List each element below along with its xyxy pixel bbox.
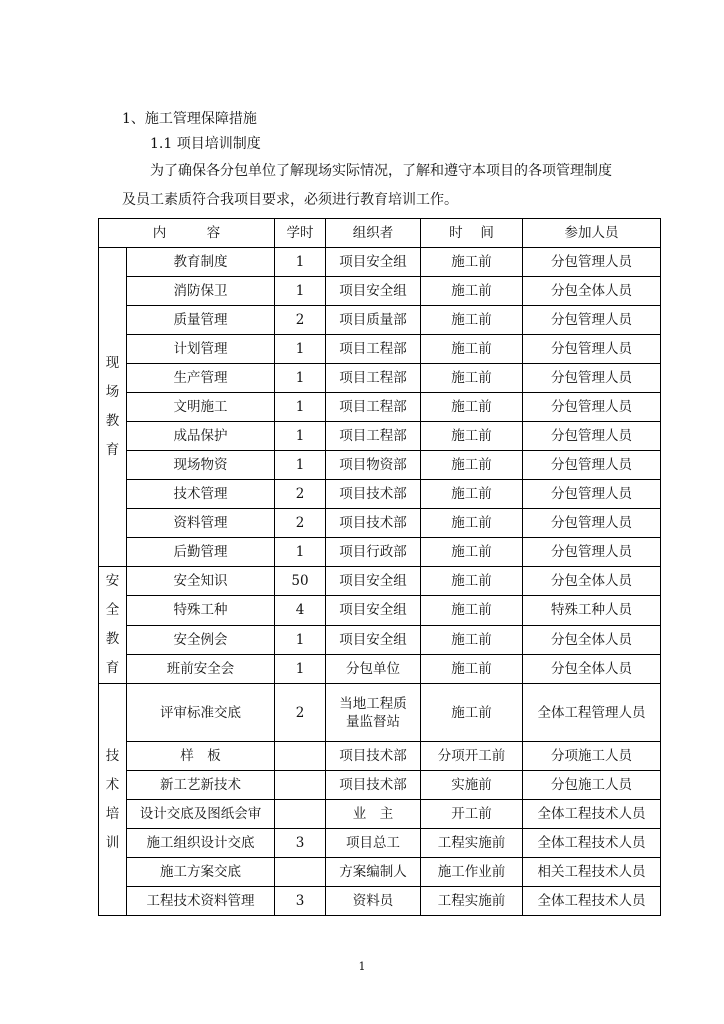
cell-time: 施工前 xyxy=(421,393,523,422)
cell-participants: 分包施工人员 xyxy=(523,771,661,800)
cell-time: 施工前 xyxy=(421,625,523,654)
table-row xyxy=(99,625,661,654)
cell-content: 现场物资 xyxy=(127,451,275,480)
table-row xyxy=(99,684,661,742)
cell-time: 施工前 xyxy=(421,364,523,393)
paragraph-line-1: 为了确保各分包单位了解现场实际情况，了解和遵守本项目的各项管理制度 xyxy=(150,163,612,179)
cell-content: 工程技术资料管理 xyxy=(127,887,275,916)
cell-hours: 1 xyxy=(275,335,326,364)
cell-hours: 2 xyxy=(275,480,326,509)
group-label-char: 教 xyxy=(105,413,120,429)
cell-time: 开工前 xyxy=(421,800,523,829)
cell-hours xyxy=(275,800,326,829)
cell-time: 施工前 xyxy=(421,538,523,567)
cell-content: 安全知识 xyxy=(127,567,275,596)
header-content: 内 容 xyxy=(99,219,275,248)
subsection-heading: 1.1 项目培训制度 xyxy=(150,136,261,152)
cell-content: 教育制度 xyxy=(127,248,275,277)
cell-content: 成品保护 xyxy=(127,422,275,451)
table-row xyxy=(99,509,661,538)
cell-content: 新工艺新技术 xyxy=(127,771,275,800)
table-row xyxy=(99,567,661,596)
cell-hours: 1 xyxy=(275,422,326,451)
table-body xyxy=(99,248,661,916)
cell-participants: 分包全体人员 xyxy=(523,567,661,596)
table-row xyxy=(99,364,661,393)
cell-participants: 全体工程技术人员 xyxy=(523,800,661,829)
group-label-char: 训 xyxy=(105,834,120,851)
group-label-char: 全 xyxy=(105,602,120,618)
cell-organizer: 项目安全组 xyxy=(326,596,421,625)
cell-hours: 3 xyxy=(275,829,326,858)
table-row xyxy=(99,335,661,364)
group-label-char: 术 xyxy=(105,776,120,793)
cell-participants: 分包管理人员 xyxy=(523,364,661,393)
cell-participants: 全体工程管理人员 xyxy=(523,684,661,742)
cell-organizer: 项目技术部 xyxy=(326,771,421,800)
table-row xyxy=(99,596,661,625)
cell-time: 施工作业前 xyxy=(421,858,523,887)
group-label-char: 培 xyxy=(105,805,120,822)
cell-hours: 1 xyxy=(275,364,326,393)
cell-organizer: 项目行政部 xyxy=(326,538,421,567)
cell-organizer: 项目安全组 xyxy=(326,567,421,596)
cell-hours: 1 xyxy=(275,451,326,480)
group-label xyxy=(99,248,127,567)
intro-paragraph xyxy=(122,157,662,215)
table-row xyxy=(99,858,661,887)
group-label-char: 教 xyxy=(105,631,120,647)
cell-organizer: 项目安全组 xyxy=(326,625,421,654)
cell-organizer: 项目工程部 xyxy=(326,393,421,422)
cell-content: 班前安全会 xyxy=(127,654,275,683)
cell-content: 安全例会 xyxy=(127,625,275,654)
cell-hours: 1 xyxy=(275,625,326,654)
cell-hours: 4 xyxy=(275,596,326,625)
cell-participants: 分包管理人员 xyxy=(523,335,661,364)
table-row xyxy=(99,829,661,858)
cell-participants: 分包全体人员 xyxy=(523,277,661,306)
cell-organizer: 项目物资部 xyxy=(326,451,421,480)
cell-participants: 全体工程技术人员 xyxy=(523,829,661,858)
table-row xyxy=(99,654,661,683)
cell-time: 施工前 xyxy=(421,654,523,683)
table-row xyxy=(99,306,661,335)
cell-time: 施工前 xyxy=(421,422,523,451)
table-row xyxy=(99,451,661,480)
cell-hours xyxy=(275,858,326,887)
cell-time: 施工前 xyxy=(421,567,523,596)
cell-participants: 分包管理人员 xyxy=(523,509,661,538)
cell-participants: 全体工程技术人员 xyxy=(523,887,661,916)
cell-content: 资料管理 xyxy=(127,509,275,538)
cell-content: 后勤管理 xyxy=(127,538,275,567)
table-row xyxy=(99,538,661,567)
cell-organizer: 分包单位 xyxy=(326,654,421,683)
cell-organizer: 项目安全组 xyxy=(326,277,421,306)
cell-organizer: 方案编制人 xyxy=(326,858,421,887)
header-participants: 参加人员 xyxy=(523,219,661,248)
cell-time: 施工前 xyxy=(421,509,523,538)
cell-participants: 分包管理人员 xyxy=(523,451,661,480)
cell-participants: 分包管理人员 xyxy=(523,248,661,277)
cell-content: 质量管理 xyxy=(127,306,275,335)
cell-time: 施工前 xyxy=(421,480,523,509)
cell-time: 工程实施前 xyxy=(421,887,523,916)
cell-participants: 分包管理人员 xyxy=(523,422,661,451)
cell-time: 施工前 xyxy=(421,684,523,742)
table-row xyxy=(99,480,661,509)
table-row xyxy=(99,422,661,451)
paragraph-line-2: 及员工素质符合我项目要求，必须进行教育培训工作。 xyxy=(122,192,458,208)
cell-hours: 1 xyxy=(275,277,326,306)
cell-organizer: 资料员 xyxy=(326,887,421,916)
cell-time: 施工前 xyxy=(421,596,523,625)
table-row xyxy=(99,742,661,771)
page-number: 1 xyxy=(358,960,366,973)
cell-content: 施工组织设计交底 xyxy=(127,829,275,858)
cell-content: 设计交底及图纸会审 xyxy=(127,800,275,829)
cell-hours: 2 xyxy=(275,509,326,538)
group-label-char: 育 xyxy=(105,442,120,458)
group-label-char: 育 xyxy=(105,660,120,676)
cell-participants: 分项施工人员 xyxy=(523,742,661,771)
table-header-row xyxy=(99,219,661,248)
table-row xyxy=(99,393,661,422)
section-heading: 1、施工管理保障措施 xyxy=(122,111,257,127)
cell-participants: 分包管理人员 xyxy=(523,480,661,509)
cell-organizer: 项目质量部 xyxy=(326,306,421,335)
cell-time: 施工前 xyxy=(421,248,523,277)
cell-time: 施工前 xyxy=(421,451,523,480)
cell-organizer: 当地工程质量监督站 xyxy=(326,684,421,742)
group-label-char: 场 xyxy=(105,384,120,400)
cell-time: 施工前 xyxy=(421,335,523,364)
cell-content: 技术管理 xyxy=(127,480,275,509)
cell-participants: 分包管理人员 xyxy=(523,306,661,335)
cell-time: 施工前 xyxy=(421,306,523,335)
group-label-char: 技 xyxy=(105,747,120,764)
cell-content: 评审标准交底 xyxy=(127,684,275,742)
cell-time: 实施前 xyxy=(421,771,523,800)
cell-hours: 50 xyxy=(275,567,326,596)
group-label xyxy=(99,567,127,684)
cell-participants: 分包管理人员 xyxy=(523,393,661,422)
cell-participants: 分包管理人员 xyxy=(523,538,661,567)
cell-time: 分项开工前 xyxy=(421,742,523,771)
cell-participants: 特殊工种人员 xyxy=(523,596,661,625)
cell-time: 施工前 xyxy=(421,277,523,306)
table-row xyxy=(99,887,661,916)
group-label xyxy=(99,684,127,916)
table-row xyxy=(99,248,661,277)
cell-organizer: 项目总工 xyxy=(326,829,421,858)
cell-organizer: 项目技术部 xyxy=(326,742,421,771)
cell-hours: 3 xyxy=(275,887,326,916)
cell-participants: 分包全体人员 xyxy=(523,625,661,654)
cell-content: 特殊工种 xyxy=(127,596,275,625)
cell-organizer: 项目技术部 xyxy=(326,480,421,509)
cell-participants: 分包全体人员 xyxy=(523,654,661,683)
header-time: 时 间 xyxy=(421,219,523,248)
header-hours: 学时 xyxy=(275,219,326,248)
cell-content: 施工方案交底 xyxy=(127,858,275,887)
cell-hours xyxy=(275,771,326,800)
cell-content: 样 板 xyxy=(127,742,275,771)
cell-organizer: 业 主 xyxy=(326,800,421,829)
group-label-char: 安 xyxy=(105,573,120,589)
cell-organizer: 项目工程部 xyxy=(326,335,421,364)
cell-organizer: 项目技术部 xyxy=(326,509,421,538)
cell-time: 工程实施前 xyxy=(421,829,523,858)
training-table xyxy=(98,218,661,916)
cell-hours: 1 xyxy=(275,248,326,277)
cell-organizer: 项目安全组 xyxy=(326,248,421,277)
table-row xyxy=(99,771,661,800)
cell-organizer: 项目工程部 xyxy=(326,364,421,393)
cell-hours: 2 xyxy=(275,306,326,335)
cell-hours xyxy=(275,742,326,771)
cell-hours: 1 xyxy=(275,393,326,422)
group-label-char: 现 xyxy=(105,355,120,371)
cell-content: 计划管理 xyxy=(127,335,275,364)
cell-hours: 1 xyxy=(275,654,326,683)
table-row xyxy=(99,800,661,829)
cell-organizer: 项目工程部 xyxy=(326,422,421,451)
cell-content: 消防保卫 xyxy=(127,277,275,306)
cell-content: 生产管理 xyxy=(127,364,275,393)
cell-participants: 相关工程技术人员 xyxy=(523,858,661,887)
table-row xyxy=(99,277,661,306)
header-organizer: 组织者 xyxy=(326,219,421,248)
cell-hours: 1 xyxy=(275,538,326,567)
cell-hours: 2 xyxy=(275,684,326,742)
cell-content: 文明施工 xyxy=(127,393,275,422)
